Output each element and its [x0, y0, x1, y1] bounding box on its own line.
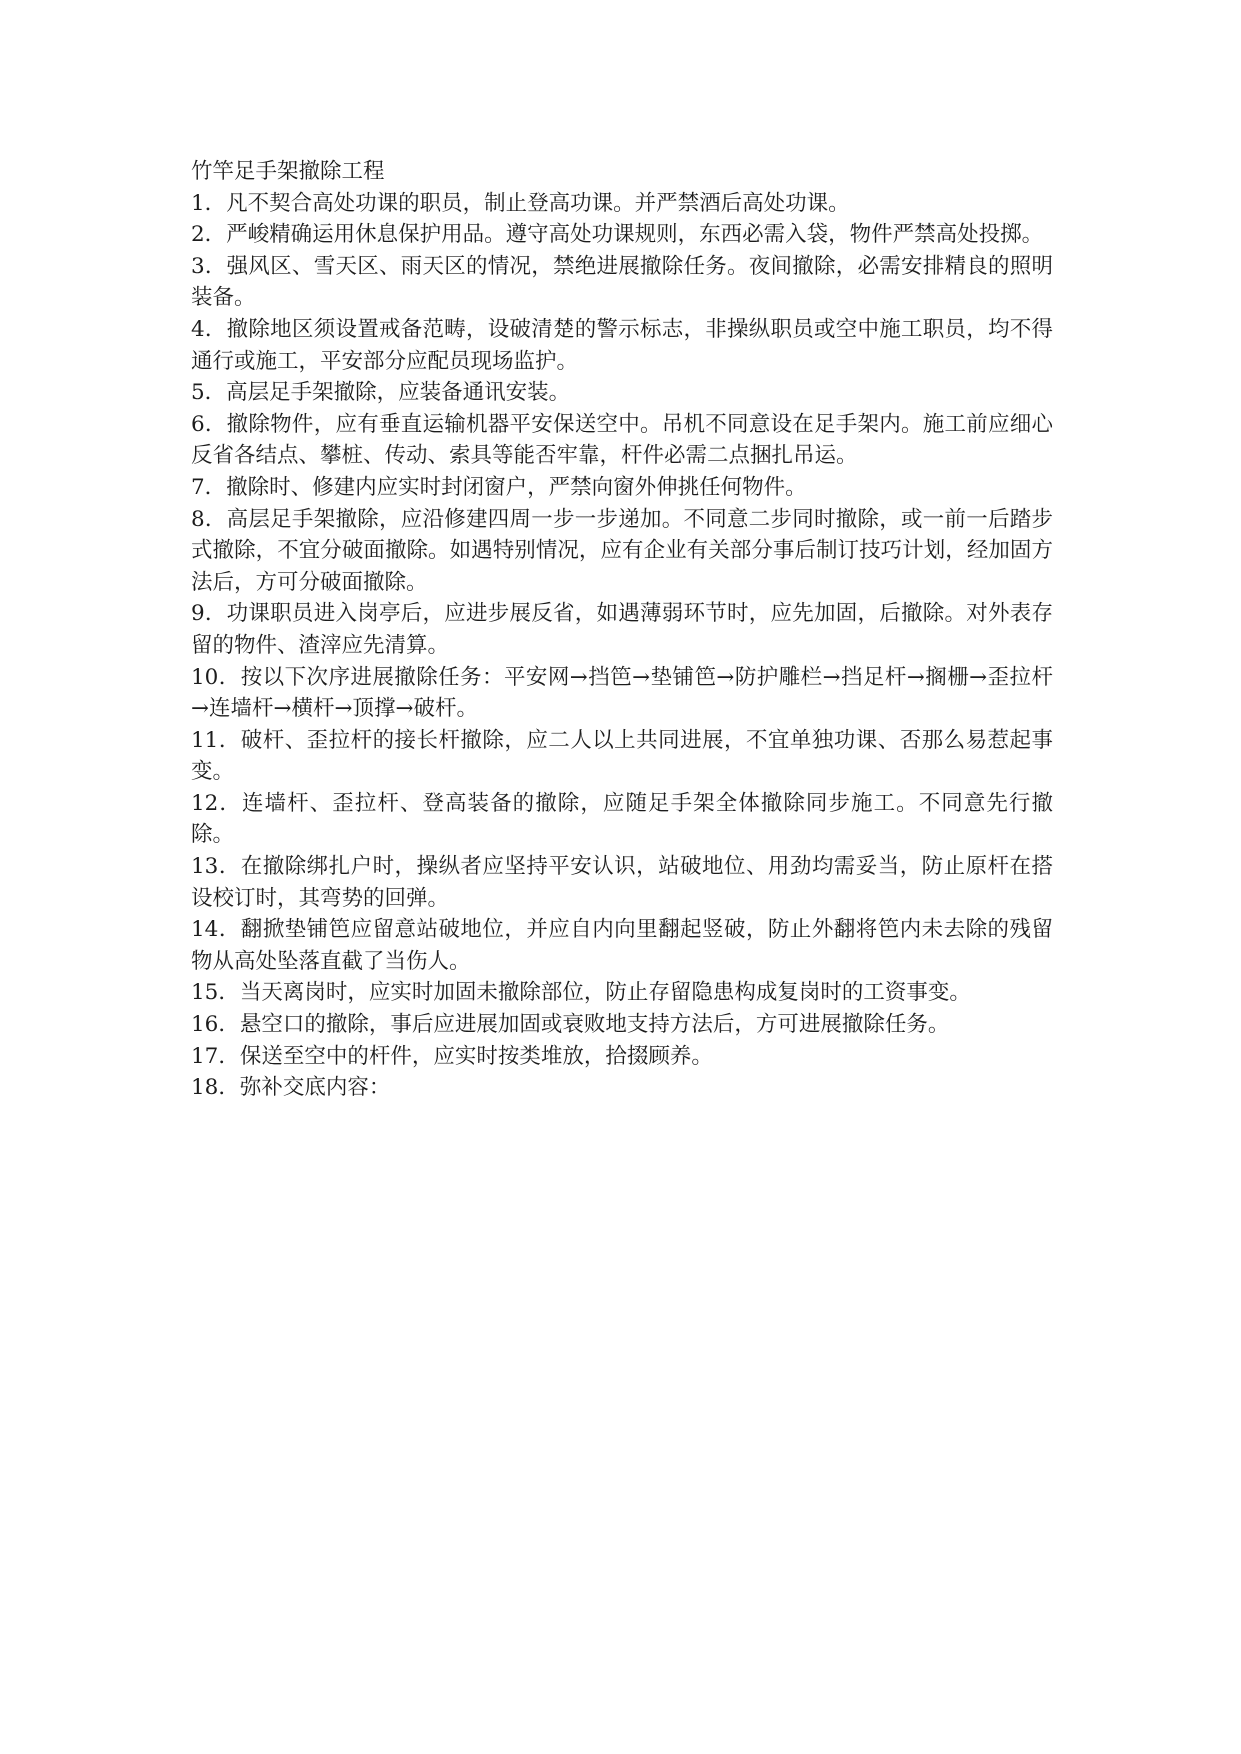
list-item: 13．在撤除绑扎户时，操纵者应坚持平安认识，站破地位、用劲均需妥当，防止原杆在搭设校订时，其弯势的回弹。: [191, 854, 1053, 911]
list-item: 5．高层足手架撤除，应装备通讯安装。: [191, 380, 571, 406]
list-item: 14．翻掀垫铺笆应留意站破地位，并应自内向里翻起竖破，防止外翻将笆内未去除的残留物从高处坠落直截了当伤人。: [191, 917, 1053, 974]
document-title: 竹竿足手架撤除工程: [191, 159, 385, 184]
list-item: 7．撤除时、修建内应实时封闭窗户，严禁向窗外伸挑任何物件。: [191, 474, 807, 500]
list-item: 6．撤除物件，应有垂直运输机器平安保送空中。吊机不同意设在足手架内。施工前应细心反省各结点、攀桩、传动、索具等能否牢靠，杆件必需二点捆扎吊运。: [191, 411, 1053, 469]
list-item: 16．悬空口的撤除，事后应进展加固或衰败地支持方法后，方可进展撤除任务。: [191, 1012, 950, 1038]
document-body: [191, 156, 1053, 1104]
list-item: 2．严峻精确运用休息保护用品。遵守高处功课规则，东西必需入袋，物件严禁高处投掷。: [191, 222, 1044, 248]
list-item: 10．按以下次序进展撤除任务：平安网→挡笆→垫铺笆→防护雕栏→挡足杆→搁栅→歪拉杆→连墙杆→横杆→顶撑→破杆。: [191, 664, 1053, 722]
list-item: 11．破杆、歪拉杆的接长杆撤除，应二人以上共同进展，不宜单独功课、否那么易惹起事变。: [191, 727, 1053, 785]
list-item: 4．撤除地区须设置戒备范畴，设破清楚的警示标志，非操纵职员或空中施工职员，均不得通行或施工，平安部分应配员现场监护。: [191, 316, 1053, 374]
list-item: 12．连墙杆、歪拉杆、登高装备的撤除，应随足手架全体撤除同步施工。不同意先行撤除。: [191, 790, 1053, 848]
list-item: 3．强风区、雪天区、雨天区的情况，禁绝进展撤除任务。夜间撤除，必需安排精良的照明装备。: [191, 253, 1053, 311]
list-item: 17．保送至空中的杆件，应实时按类堆放，拾掇顾养。: [191, 1043, 713, 1069]
list-item: 9．功课职员进入岗亭后，应进步展反省，如遇薄弱环节时，应先加固，后撤除。对外表存留的物件、渣滓应先清算。: [191, 601, 1053, 658]
list-item: 1．凡不契合高处功课的职员，制止登高功课。并严禁酒后高处功课。: [191, 190, 850, 216]
list-item: 15．当天离岗时，应实时加固未撤除部位，防止存留隐患构成复岗时的工资事变。: [191, 980, 971, 1006]
list-item: 18．弥补交底内容：: [191, 1075, 391, 1101]
list-item: 8．高层足手架撤除，应沿修建四周一步一步递加。不同意二步同时撤除，或一前一后踏步式撤除，不宜分破面撤除。如遇特别情况，应有企业有关部分事后制订技巧计划，经加固方法后，方可分破面撤除。: [191, 506, 1053, 595]
